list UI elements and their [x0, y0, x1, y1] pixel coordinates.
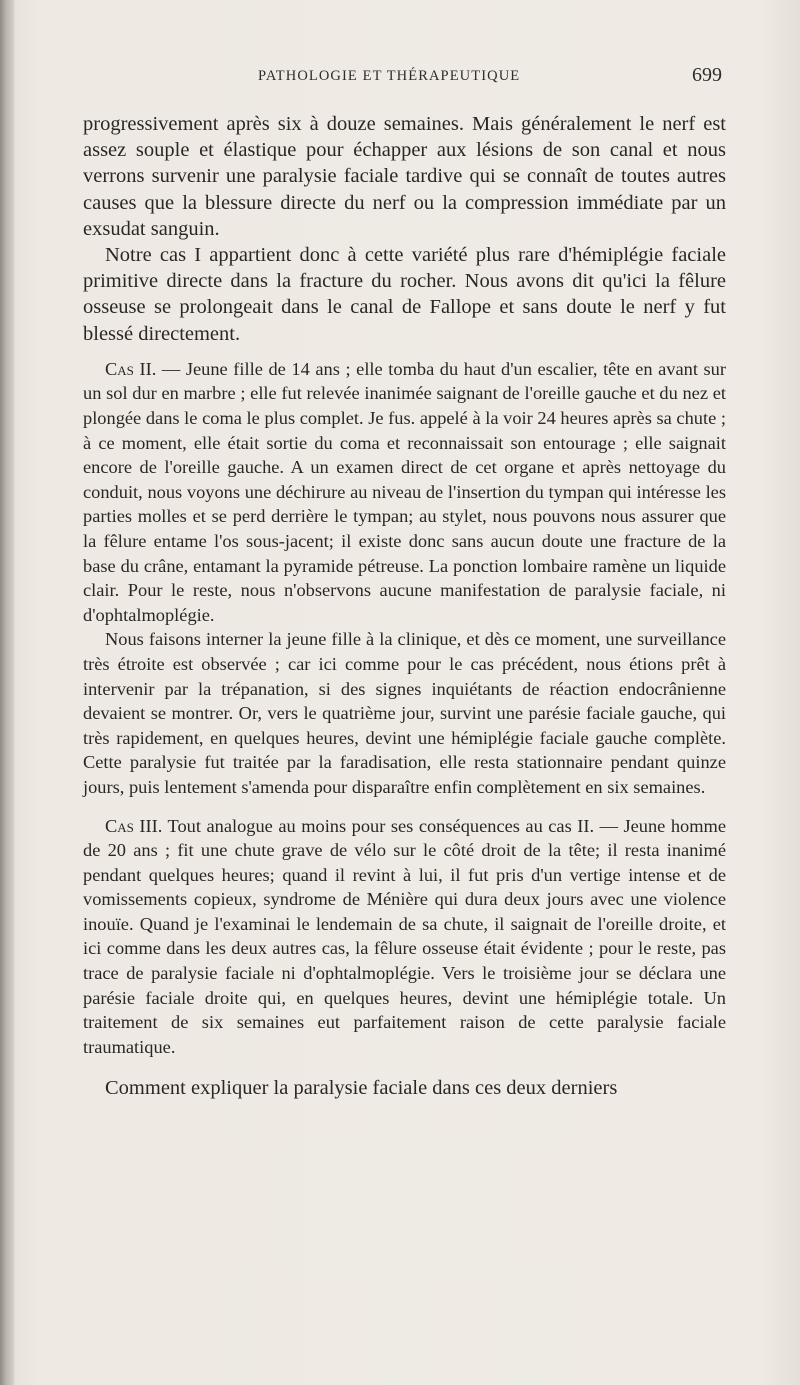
paragraph-question: Comment expliquer la paralysie faciale dans ces deux derniers	[105, 1077, 618, 1100]
page-number: 699	[692, 64, 722, 86]
page-header	[84, 64, 724, 90]
case-three-label: Cas III.	[105, 815, 163, 836]
paragraph-continuation: progressivement après six à douze semaines. Mais généralement le nerf est assez souple et élastique pour échapper aux lésions de son canal et nous verrons survenir une paralysie faciale tardive qui se connaît de toutes autres causes que la blessure directe du nerf ou la compression immédiate par un exsudat sanguin.	[83, 113, 726, 240]
case-two-label: Cas II.	[105, 358, 157, 379]
paragraph-case-three	[83, 814, 726, 1060]
paragraph-case-two	[83, 357, 726, 628]
body-text	[83, 111, 726, 1102]
paragraph-case-two-followup: Nous faisons interner la jeune fille à la clinique, et dès ce moment, une surveillance très étroite est observée ; car ici comme pour le cas précédent, nous étions prêt à intervenir par la trépanation, si des signes inquiétants de réaction endocrânienne devaient se montrer. Or, vers le quatrième jour, survint une parésie faciale gauche, qui très rapidement, en quelques heures, devint une hémiplégie faciale gauche complète. Cette paralysie fut traitée par la faradisation, elle resta stationnaire pendant quinze jours, puis lentement s'amenda pour disparaître enfin complètement en six semaines.	[83, 629, 726, 797]
case-three-text: Tout analogue au moins pour ses conséquences au cas II. — Jeune homme de 20 ans ; fit une chute grave de vélo sur le côté droit de la tête; il resta inanimé pendant quelques heures; quand il revint à lui, il fut pris d'un vertige intense et de vomissements copieux, syndrome de Ménière qui dura deux jours avec une violence inouïe. Quand je l'examinai le lendemain de sa chute, il saignait de l'oreille droite, et ici comme dans les deux autres cas, la fêlure osseuse était évidente ; pour le reste, pas trace de paralysie faciale ni d'ophtalmoplégie. Vers le troisième jour se déclara une parésie faciale droite qui, en quelques heures, devint une hémiplégie totale. Un traitement de six semaines eut parfaitement raison de cette paralysie faciale traumatique.	[83, 815, 726, 1057]
running-title: PATHOLOGIE ET THÉRAPEUTIQUE	[258, 68, 521, 84]
page-binding-shadow	[0, 0, 14, 1385]
paragraph-case-one-conclusion: Notre cas I appartient donc à cette variété plus rare d'hémiplégie faciale primitive directe dans la fracture du rocher. Nous avons dit qu'ici la fêlure osseuse se prolongeait dans le canal de Fallope et sans doute le nerf y fut blessé directement.	[83, 244, 726, 345]
case-two-text: — Jeune fille de 14 ans ; elle tomba du haut d'un escalier, tête en avant sur un sol dur en marbre ; elle fut relevée inanimée saignant de l'oreille gauche et du nez et plongée dans le coma le plus complet. Je fus. appelé à la voir 24 heures après sa chute ; à ce moment, elle était sortie du coma et reconnaissait son entourage ; elle saignait encore de l'oreille gauche. A un examen direct de cet organe et après nettoyage du conduit, nous voyons une déchirure au niveau de l'insertion du tympan qui intéresse les parties molles et se perd derrière le tympan; au stylet, nous pouvons nous assurer que la fêlure entame l'os sous-jacent; il existe donc sans aucun doute une fracture de la base du crâne, entamant la pyramide pétreuse. La ponction lombaire ramène un liquide clair. Pour le reste, nous n'observons aucune manifestation de paralysie faciale, ni d'ophtalmoplégie.	[83, 358, 726, 625]
